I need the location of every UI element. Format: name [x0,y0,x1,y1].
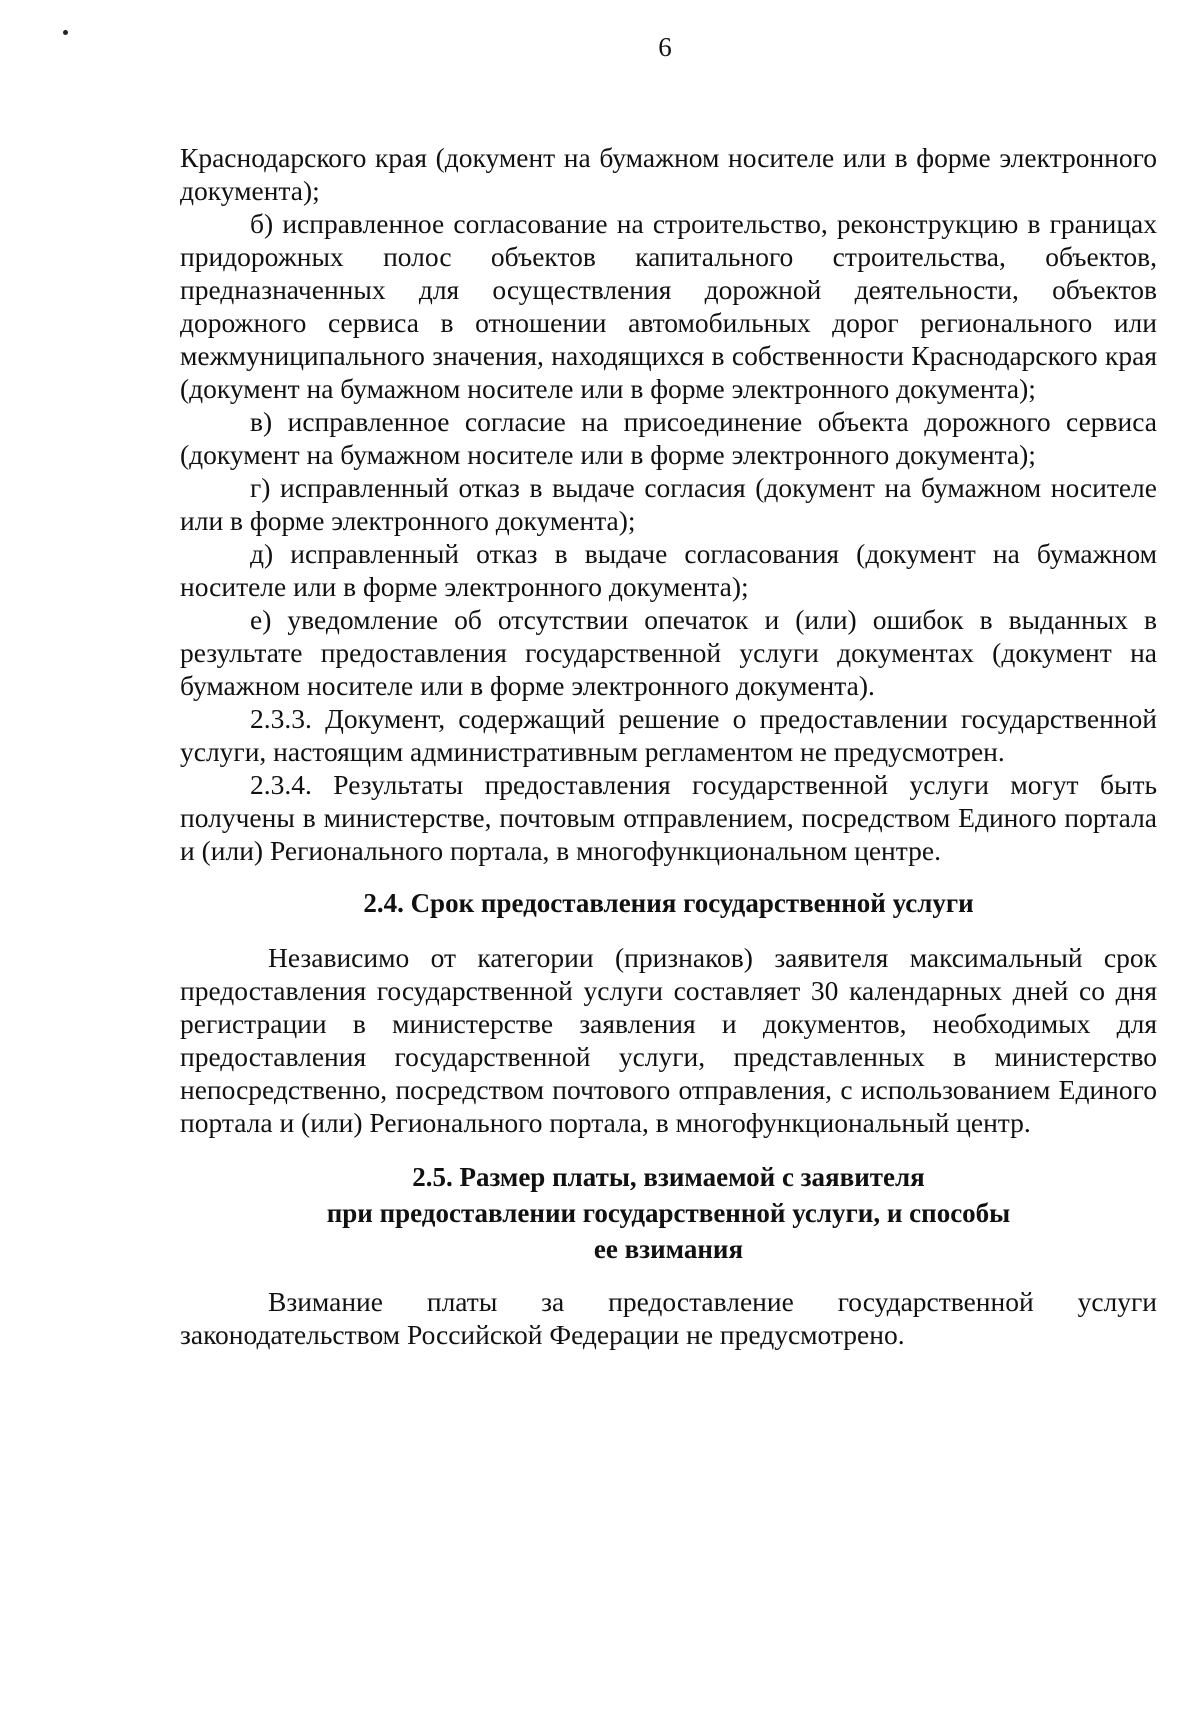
page-number: 6 [658,32,672,62]
section-2-5-text: Взимание платы за предоставление государственной услуги законодательством Российской Федерации не предусмотрено. [180,1286,1157,1350]
list-item-e: е) уведомление об отсутствии опечаток и (или) ошибок в выданных в результате предоставления государственной услуги документах (документ на бумажном носителе или в форме электронного документа). [180,604,1157,701]
list-item-v: в) исправленное согласие на присоединение объекта дорожного сервиса (документ на бумажном носителе или в форме электронного документа); [180,406,1157,470]
section-heading-2-5-line-1: 2.5. Размер платы, взимаемой с заявителя [412,1162,925,1192]
section-heading-2-5 [180,1159,1157,1267]
paragraph-2-3-3: 2.3.3. Документ, содержащий решение о предоставлении государственной услуги, настоящим административным регламентом не предусмотрен. [180,703,1157,767]
section-heading-2-4: 2.4. Срок предоставления государственной услуги [363,888,974,918]
list-item-g: г) исправленный отказ в выдаче согласия (документ на бумажном носителе или в форме электронного документа); [180,472,1157,536]
list-item-b: б) исправленное согласование на строительство, реконструкцию в границах придорожных полос объектов капитального строительства, объектов, предназначенных для осуществления дорожной деятельности, объектов дорожного сервиса в отношении автомобильных дорог регионального или межмуниципального значения, находящихся в собственности Краснодарского края (документ на бумажном носителе или в форме электронного документа); [180,208,1157,404]
section-heading-2-5-line-2: при предоставлении государственной услуги, и способы [326,1198,1011,1228]
section-2-4-text: Независимо от категории (признаков) заявителя максимальный срок предоставления государственной услуги составляет 30 календарных дней со дня регистрации в министерстве заявления и документов, необходимых для предоставления государственной услуги, представленных в министерство непосредственно, посредством почтового отправления, с использованием Единого портала и (или) Регионального портала, в многофункциональный центр. [180,942,1157,1138]
paragraph-continuation: Краснодарского края (документ на бумажном носителе или в форме электронного документа); [180,142,1157,206]
section-heading-2-5-line-3: ее взимания [593,1234,744,1264]
paragraph-2-3-4: 2.3.4. Результаты предоставления государственной услуги могут быть получены в министерстве, почтовым отправлением, посредством Единого портала и (или) Регионального портала, в многофункциональном центре. [180,769,1157,866]
document-body [180,141,1157,1351]
list-item-d: д) исправленный отказ в выдаче согласования (документ на бумажном носителе или в форме электронного документа); [180,538,1157,602]
